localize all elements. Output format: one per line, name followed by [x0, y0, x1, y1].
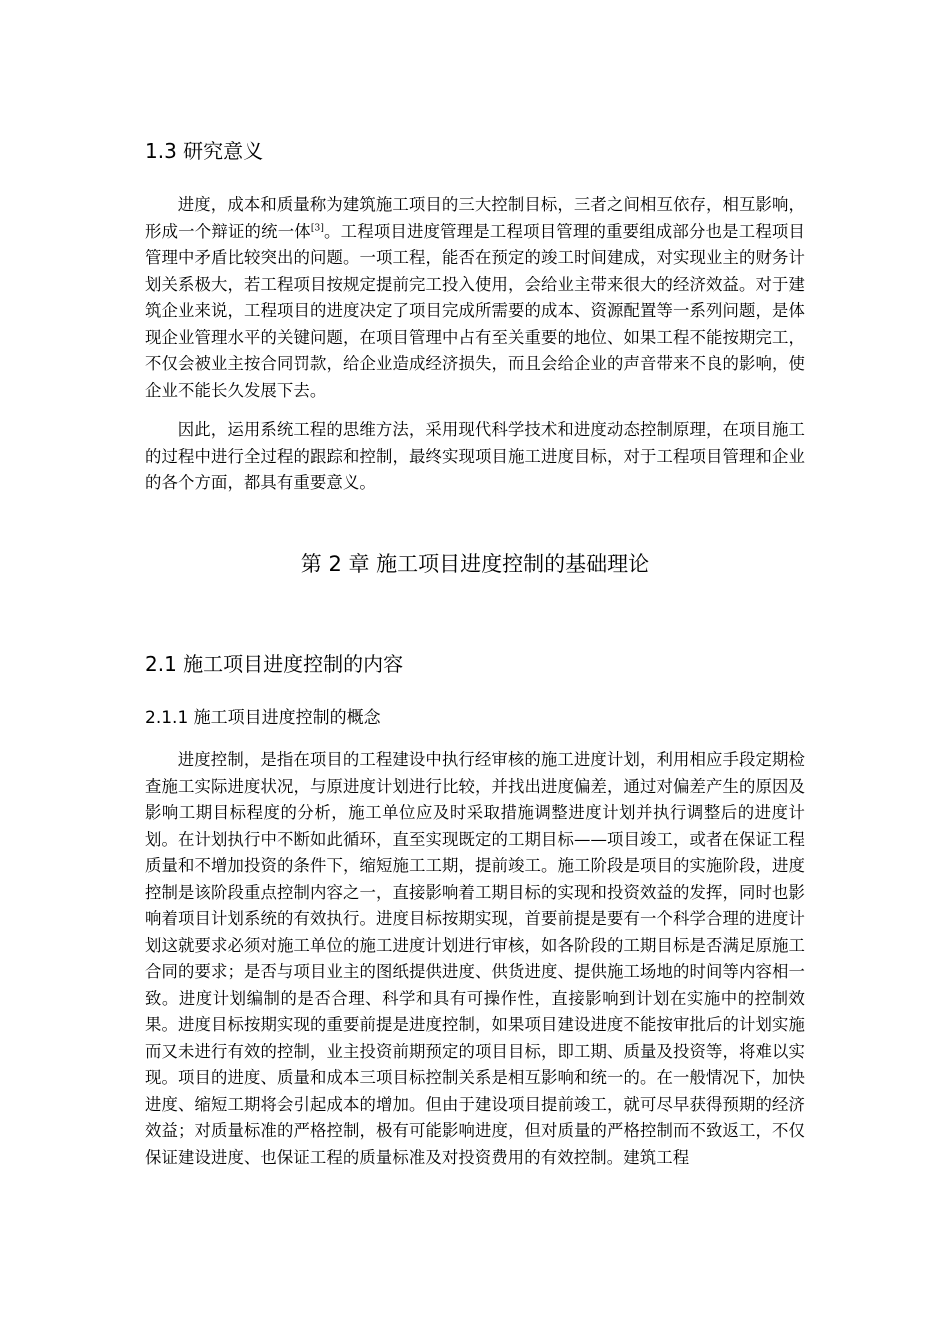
subsection-heading-2-1-1: 2.1.1 施工项目进度控制的概念 [145, 708, 381, 728]
paragraph-text: 。工程项目进度管理是工程项目管理的重要组成部分也是工程项目管理中矛盾比较突出的问题。一项工程，能否在预定的竣工时间建成，对实现业主的财务计划关系极大，若工程项目按规定提前完工投入使用，会给业主带来很大的经济效益。对于建筑企业来说，工程项目的进度决定了项目完成所需要的成本、资源配置等一系列问题，是体现企业管理水平的关键问题，在项目管理中占有至关重要的地位、如果工程不能按期完工，不仅会被业主按合同罚款，给企业造成经济损失，而且会给企业的声音带来不良的影响，使企业不能长久发展下去。 [145, 221, 806, 400]
paragraph-text: 进度，成本和质量称为建筑施工项目的三大控制目标，三者之间相互依存，相互影响，形成一个辩证的统一体 [145, 195, 805, 241]
chapter-title: 第 2 章 施工项目进度控制的基础理论 [300, 552, 650, 576]
section-heading-2-1: 2.1 施工项目进度控制的内容 [145, 652, 404, 676]
citation-marker: [3] [310, 223, 324, 234]
paragraph: 进度控制，是指在项目的工程建设中执行经审核的施工进度计划，利用相应手段定期检查施工实际进度状况，与原进度计划进行比较，并找出进度偏差，通过对偏差产生的原因及影响工期目标程度的分析，施工单位应及时采取措施调整进度计划并执行调整后的进度计划。在计划执行中不断如此循环，直至实现既定的工期目标——项目竣工，或者在保证工程质量和不增加投资的条件下，缩短施工工期，提前竣工。施工阶段是项目的实施阶段，进度控制是该阶段重点控制内容之一，直接影响着工期目标的实现和投资效益的发挥，同时也影响着项目计划系统的有效执行。进度目标按期实现，首要前提是要有一个科学合理的进度计划这就要求必须对施工单位的施工进度计划进行审核，如各阶段的工期目标是否满足原施工合同的要求；是否与项目业主的图纸提供进度、供货进度、提供施工场地的时间等内容相一致。进度计划编制的是否合理、科学和具有可操作性，直接影响到计划在实施中的控制效果。进度目标按期实现的重要前提是进度控制，如果项目建设进度不能按审批后的计划实施而又未进行有效的控制，业主投资前期预定的项目目标，即工期、质量及投资等，将难以实现。项目的进度、质量和成本三项目标控制关系是相互影响和统一的。在一般情况下，加快进度、缩短工期将会引起成本的增加。但由于建设项目提前竣工，就可尽早获得预期的经济效益；对质量标准的严格控制，极有可能影响进度，但对质量的严格控制而不致返工，不仅保证建设进度、也保证工程的质量标准及对投资费用的有效控制。建筑工程 [145, 750, 805, 1167]
paragraph [145, 192, 805, 404]
section-heading-1-3: 1.3 研究意义 [145, 139, 264, 163]
paragraph: 因此，运用系统工程的思维方法，采用现代科学技术和进度动态控制原理，在项目施工的过程中进行全过程的跟踪和控制，最终实现项目施工进度目标，对于工程项目管理和企业的各个方面，都具有重要意义。 [145, 420, 805, 492]
